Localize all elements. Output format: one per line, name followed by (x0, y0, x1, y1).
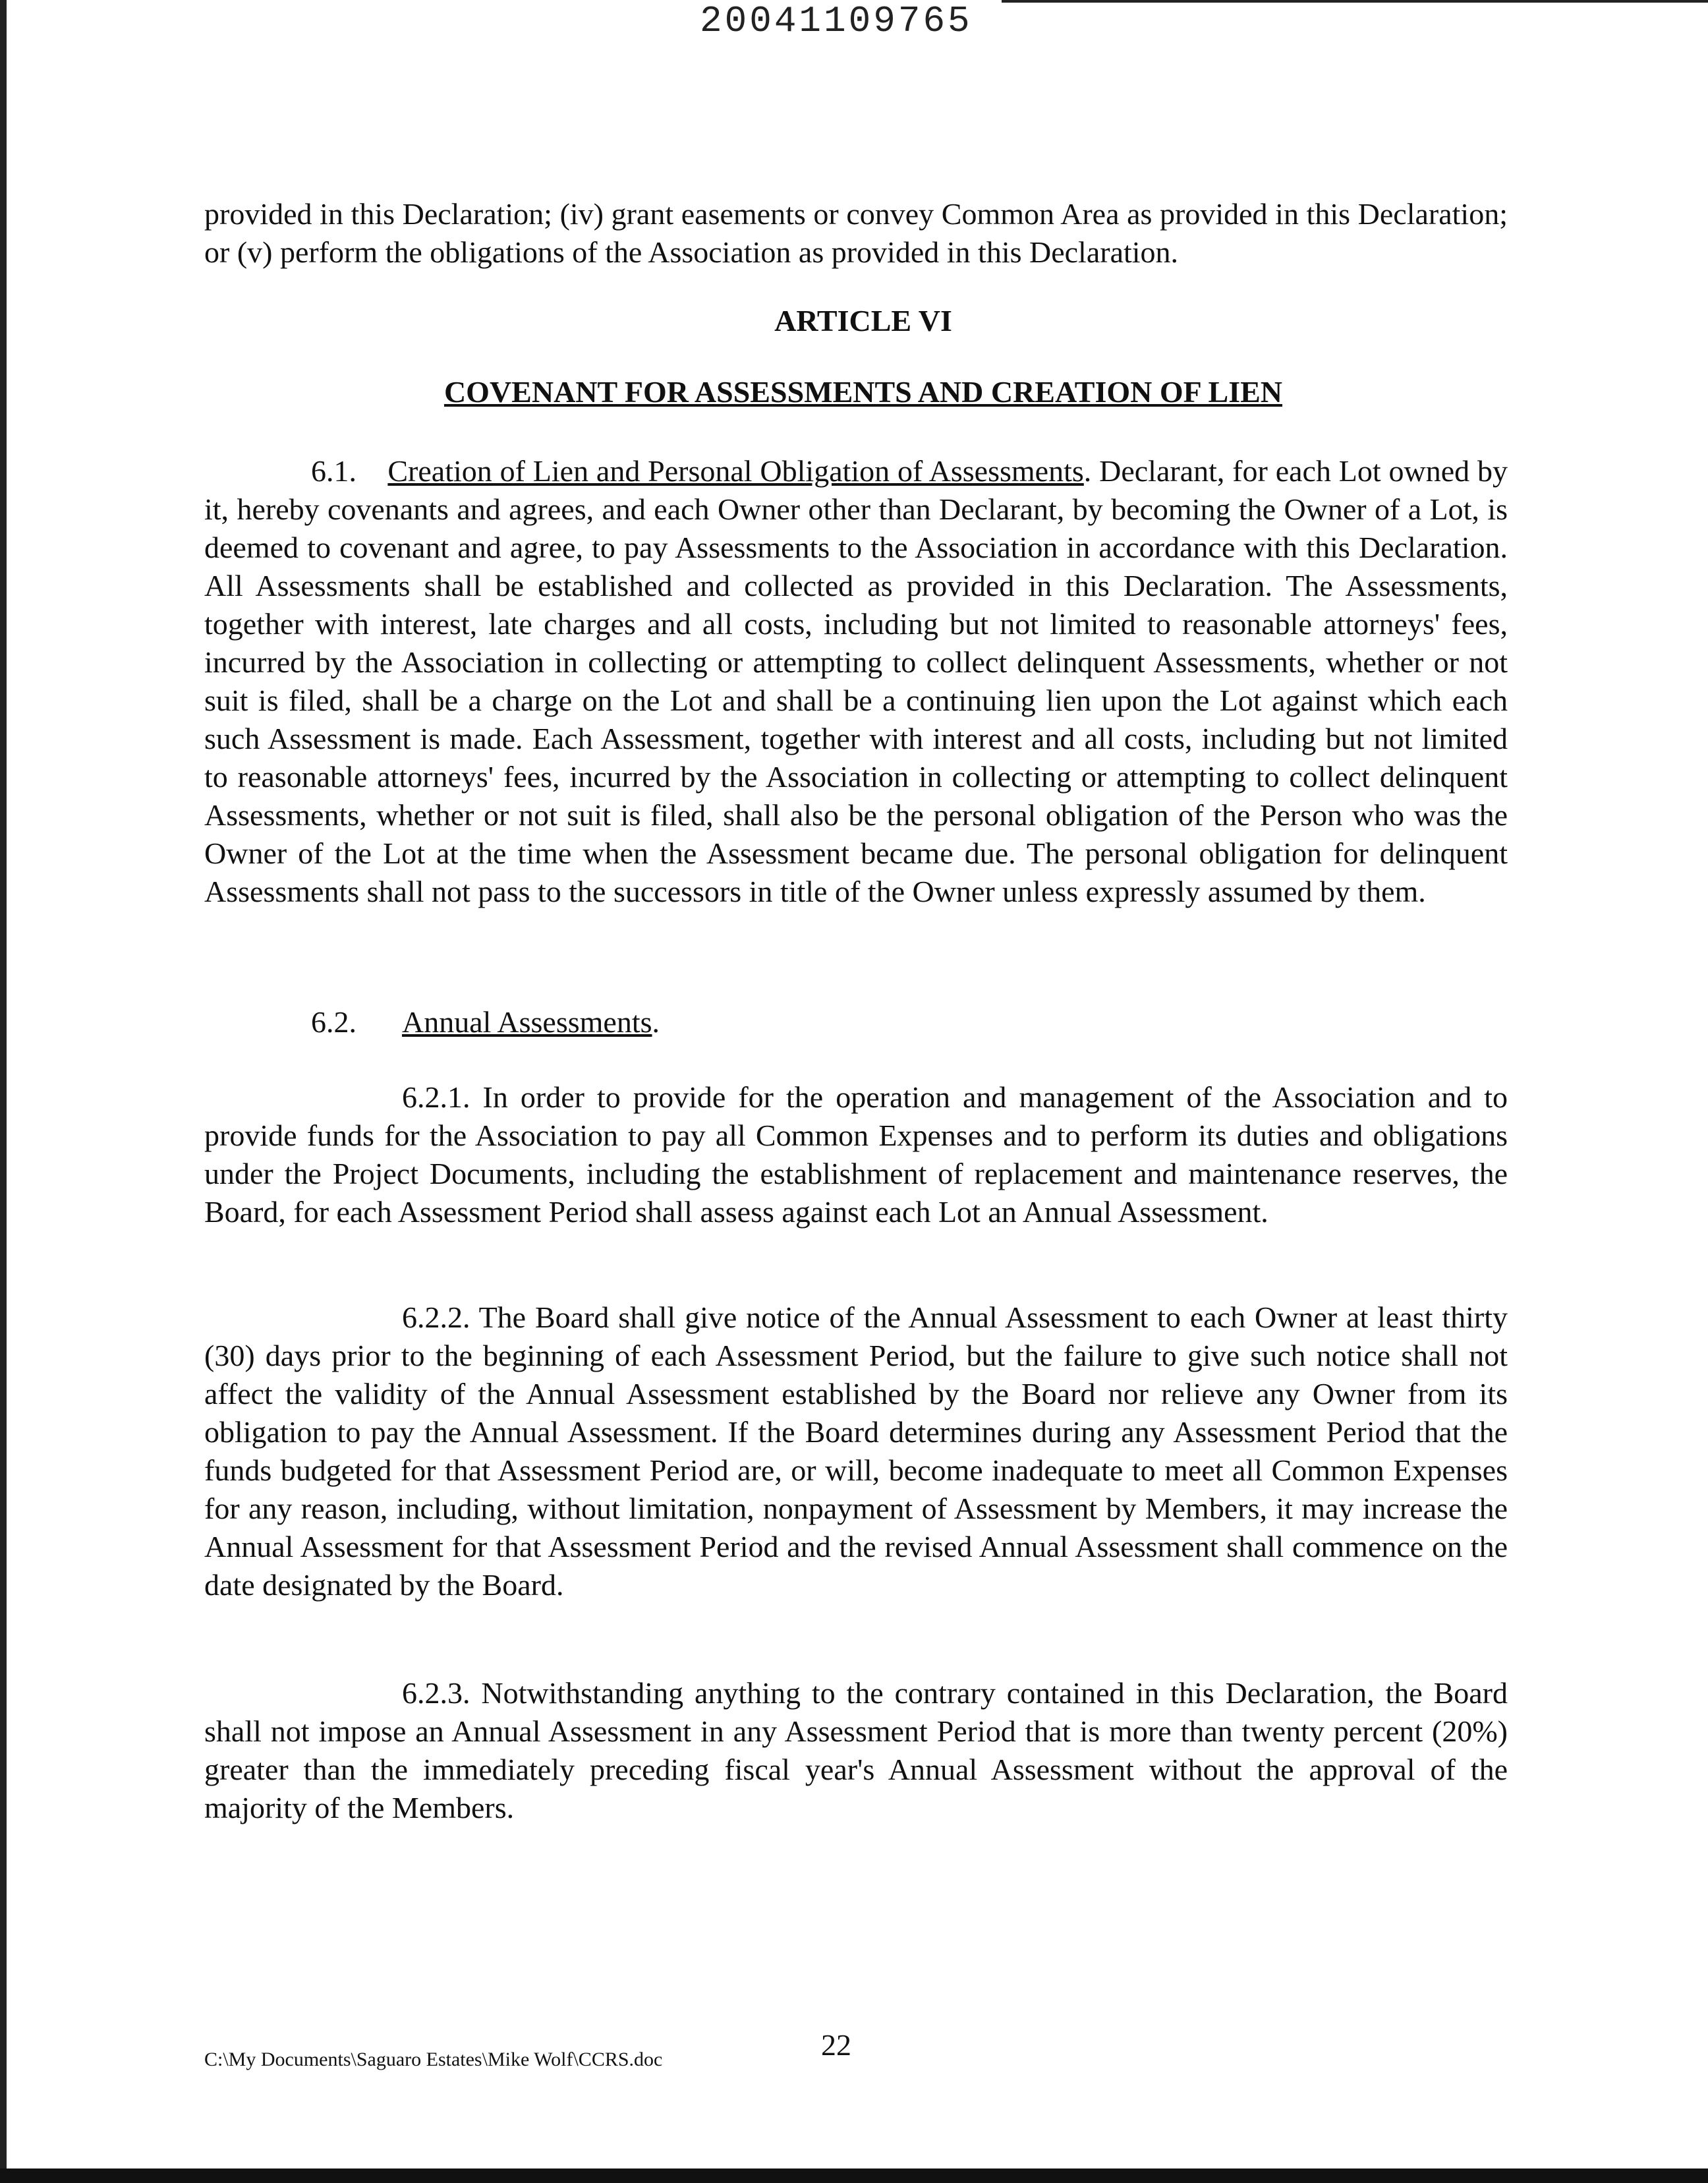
spacer (356, 454, 387, 488)
section-text: . (652, 1005, 660, 1039)
article-title: COVENANT FOR ASSESSMENTS AND CREATION OF LIEN (443, 375, 1283, 409)
section-number: 6.2.1. (402, 1080, 470, 1114)
section-number: 6.1. (311, 454, 356, 488)
continuation-paragraph: provided in this Declaration; (iv) grant easements or convey Common Area as provided in this Declaration; or (v) perform the obligations of the Association as provided in this Declaration. (204, 197, 1508, 269)
section-number: 6.2.3. (402, 1676, 470, 1710)
section-text: Notwithstanding anything to the contrary contained in this Declaration, the Board shall not impose an Annual Assessment in any Assessment Period that is more than twenty percent (20%) greater than the immediately preceding fiscal year's Annual Assessment without the approval of the majority of the Members. (204, 1676, 1508, 1824)
document-number: 20041109765 (700, 0, 973, 42)
footer-file-path: C:\My Documents\Saguaro Estates\Mike Wolf\CCRS.doc (204, 2049, 663, 2070)
section-text: The Board shall give notice of the Annual Assessment to each Owner at least thirty (30) days prior to the beginning of each Assessment Period, but the failure to give such notice shall not affect the validity of the Annual Assessment established by the Board nor relieve any Owner from its obligation to pay the Annual Assessment. If the Board determines during any Assessment Period that the funds budgeted for that Assessment Period are, or will, become inadequate to meet all Common Expenses for any reason, including, without limitation, nonpayment of Assessment by Members, it may increase the Annual Assessment for that Assessment Period and the revised Annual Assessment shall commence on the date designated by the Board. (204, 1300, 1508, 1602)
section-text: . Declarant, for each Lot owned by it, hereby covenants and agrees, and each Owner other than Declarant, by becoming the Owner of a Lot, is deemed to covenant and agree, to pay Assessments to the Association in accordance with this Declaration. All Assessments shall be established and collected as provided in this Declaration. The Assessments, together with interest, late charges and all costs, including but not limited to reasonable attorneys' fees, incurred by the Association in collecting or attempting to collect delinquent Assessments, whether or not suit is filed, shall be a charge on the Lot and shall be a continuing lien upon the Lot against which each such Assessment is made. Each Assessment, together with interest and all costs, including but not limited to reasonable attorneys' fees, incurred by the Association in collecting or attempting to collect delinquent Assessments, whether or not suit is filed, shall also be the personal obligation of the Person who was the Owner of the Lot at the time when the Assessment became due. The personal obligation for delinquent Assessments shall not pass to the successors in title of the Owner unless expressly assumed by them. (204, 454, 1508, 908)
section-6-1 (204, 452, 1508, 911)
section-6-2 (204, 1003, 1508, 1041)
scan-edge-top (1002, 0, 1708, 3)
article-label: ARTICLE VI (774, 304, 952, 337)
section-number: 6.2.2. (402, 1300, 470, 1334)
section-text: In order to provide for the operation and management of the Association and to provide funds for the Association to pay all Common Expenses and to perform its duties and obligations under the Project Documents, including the establishment of replacement and maintenance reserves, the Board, for each Assessment Period shall assess against each Lot an Annual Assessment. (204, 1080, 1508, 1229)
section-number: 6.2. (311, 1005, 356, 1039)
section-heading: Creation of Lien and Personal Obligation of Assessments (387, 454, 1084, 488)
section-6-2-2 (204, 1298, 1508, 1604)
scan-edge-left (0, 0, 7, 2183)
scan-edge-bottom (0, 2168, 1708, 2183)
page-number: 22 (821, 2028, 851, 2062)
section-6-2-1 (204, 1078, 1508, 1231)
spacer (356, 1005, 402, 1039)
section-heading: Annual Assessments (402, 1005, 652, 1039)
section-6-2-3 (204, 1674, 1508, 1827)
